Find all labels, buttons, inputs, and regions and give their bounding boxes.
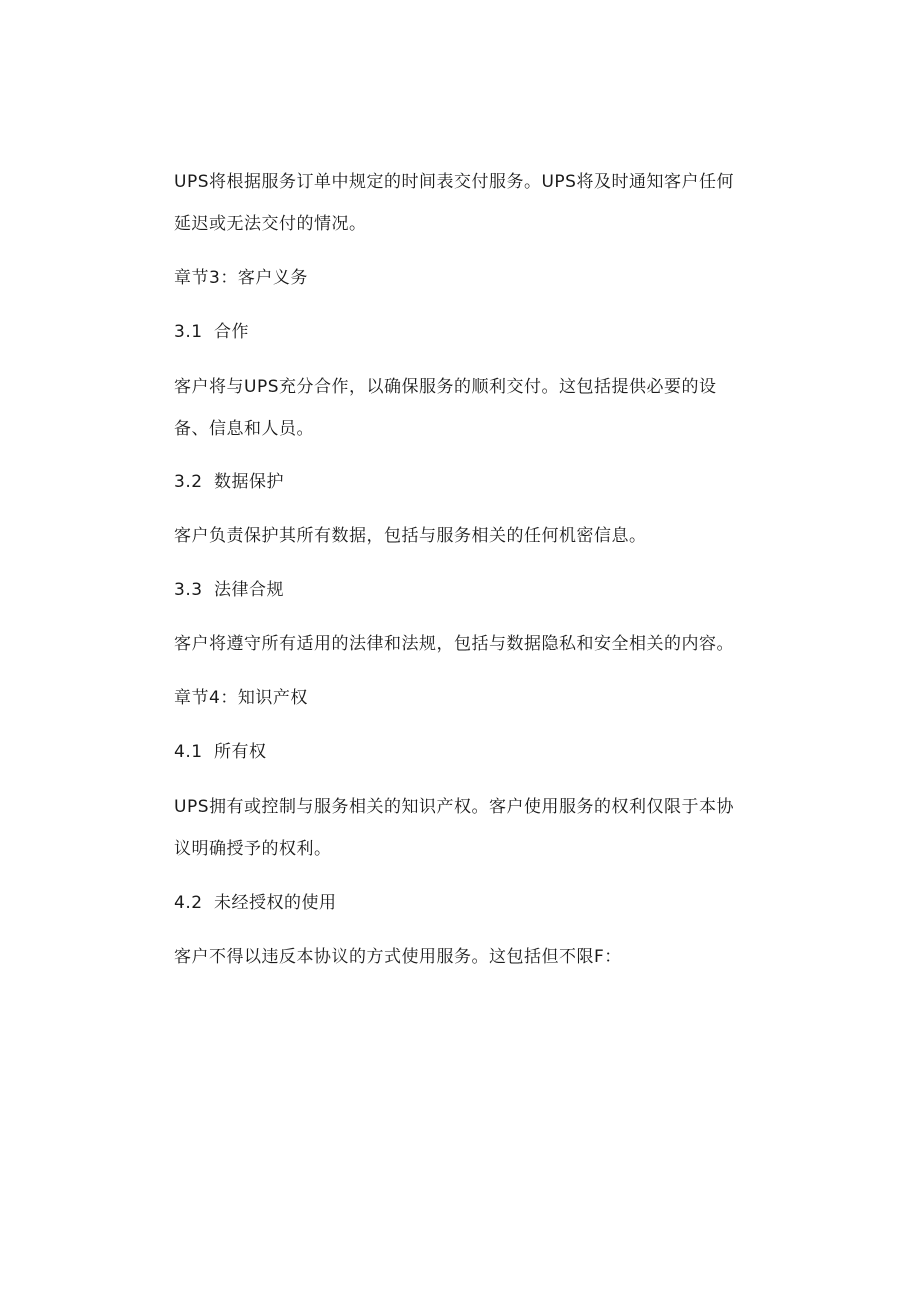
paragraph-ownership-line-2: 议明确授予的权利。	[174, 839, 332, 859]
subsection-title: 法律合规	[214, 580, 284, 600]
subsection-title: 数据保护	[214, 472, 284, 492]
subsection-4-1-heading	[174, 742, 267, 762]
subsection-3-1-heading	[174, 322, 249, 342]
paragraph-delivery-line-1: UPS将根据服务订单中规定的时间表交付服务。UPS将及时通知客户任何	[174, 172, 734, 192]
subsection-3-2-heading	[174, 472, 284, 492]
subsection-number: 3.2	[174, 472, 203, 492]
paragraph-ownership-line-1: UPS拥有或控制与服务相关的知识产权。客户使用服务的权利仅限于本协	[174, 797, 734, 817]
subsection-title: 未经授权的使用	[214, 893, 337, 913]
subsection-number: 4.1	[174, 742, 203, 762]
subsection-title: 合作	[214, 322, 249, 342]
section-4-heading: 章节4：知识产权	[174, 688, 308, 708]
subsection-number: 4.2	[174, 893, 203, 913]
section-3-heading: 章节3：客户义务	[174, 268, 308, 288]
subsection-3-3-heading	[174, 580, 284, 600]
paragraph-data-protection-line-1: 客户负责保护其所有数据，包括与服务相关的任何机密信息。	[174, 526, 647, 546]
paragraph-cooperation-line-2: 备、信息和人员。	[174, 419, 314, 439]
paragraph-cooperation-line-1: 客户将与UPS充分合作，以确保服务的顺利交付。这包括提供必要的设	[174, 377, 717, 397]
subsection-4-2-heading	[174, 893, 337, 913]
paragraph-unauthorized-use-line-1: 客户不得以违反本协议的方式使用服务。这包括但不限F：	[174, 947, 622, 967]
paragraph-delivery-line-2: 延迟或无法交付的情况。	[174, 214, 367, 234]
subsection-number: 3.3	[174, 580, 203, 600]
subsection-title: 所有权	[214, 742, 267, 762]
paragraph-compliance-line-1: 客户将遵守所有适用的法律和法规，包括与数据隐私和安全相关的内容。	[174, 634, 734, 654]
subsection-number: 3.1	[174, 322, 203, 342]
